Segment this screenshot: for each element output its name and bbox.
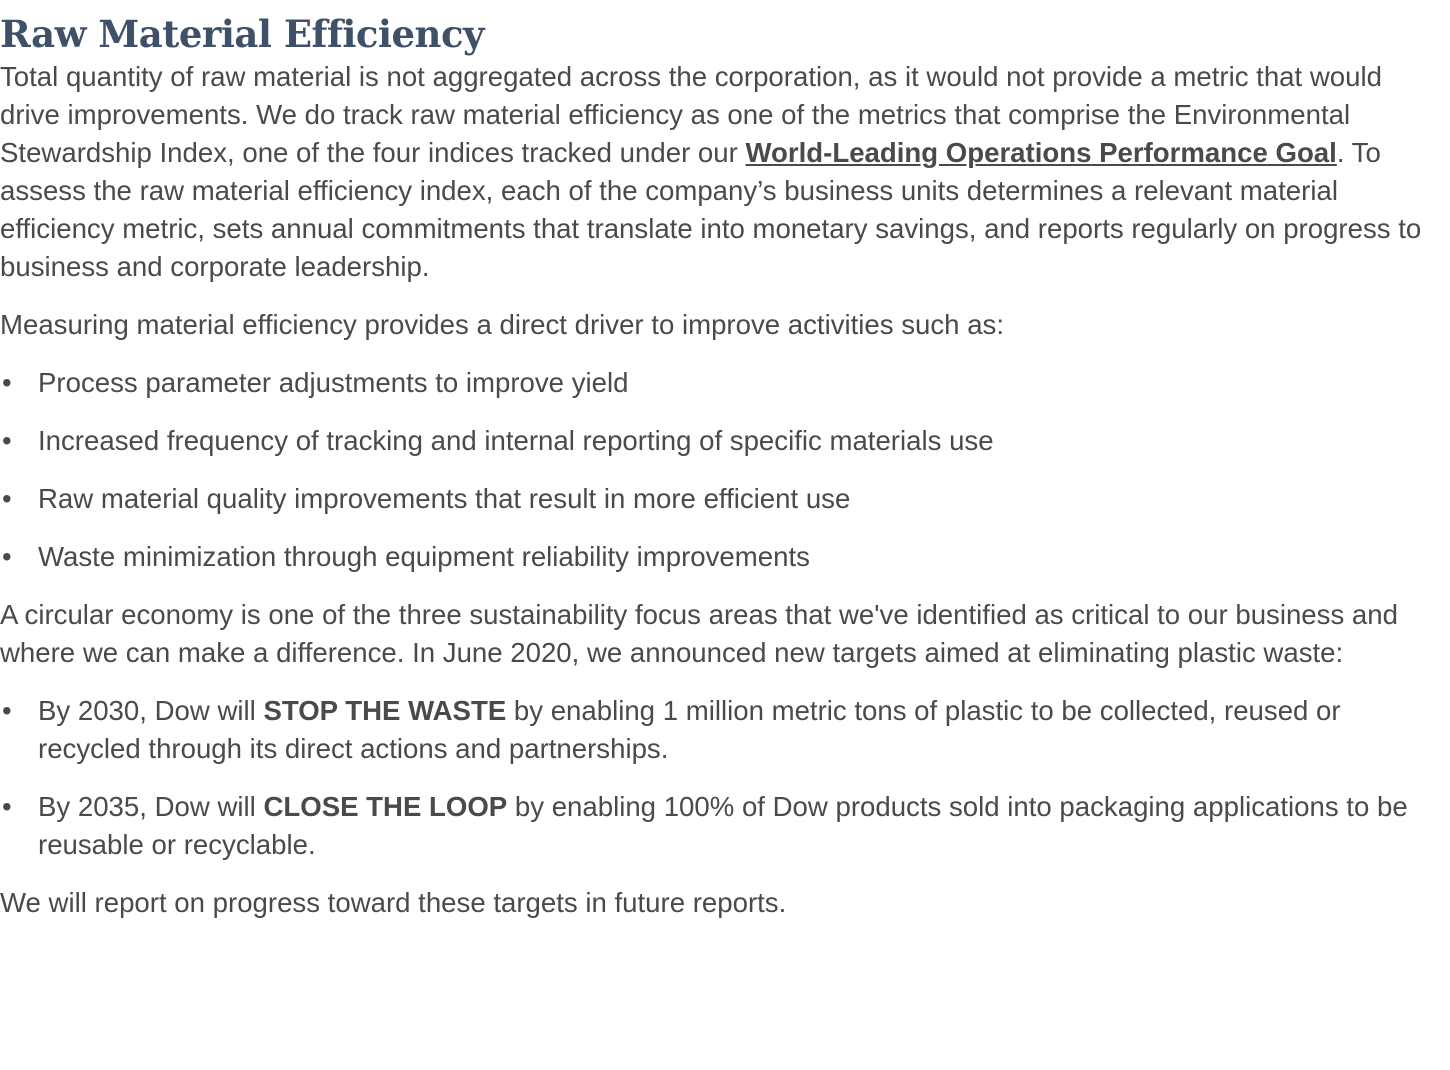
list-item-text: Increased frequency of tracking and internal reporting of specific materials use bbox=[38, 425, 994, 456]
bullet-icon: • bbox=[2, 541, 12, 572]
target-emphasis: STOP THE WASTE bbox=[263, 695, 507, 726]
bullet-icon: • bbox=[2, 483, 12, 514]
target-text-cont: by enabling 1 million metric tons of plastic to be collected, reused or recycled through its direct actions and partnerships. bbox=[38, 695, 1341, 764]
target-text: By 2030, Dow will bbox=[38, 695, 264, 726]
activities-paragraph: Measuring material efficiency provides a direct driver to improve activities such as: bbox=[0, 309, 1005, 340]
intro-paragraph bbox=[0, 58, 1442, 286]
bullet-icon: • bbox=[2, 367, 12, 398]
list-item bbox=[0, 422, 1442, 460]
list-item bbox=[0, 538, 1442, 576]
list-item bbox=[0, 692, 1442, 768]
targets-list bbox=[0, 692, 1442, 864]
bullet-icon: • bbox=[2, 791, 12, 822]
list-item bbox=[0, 480, 1442, 518]
target-emphasis: CLOSE THE LOOP bbox=[263, 791, 508, 822]
list-item-text: Waste minimization through equipment reliability improvements bbox=[38, 541, 810, 572]
intro-text-cont: . To assess the raw material efficiency index, each of the company’s business units determines a relevant material efficiency metric, sets annual commitments that translate into monetary savings, and reports regularly on progress to business and corporate leadership. bbox=[0, 137, 1422, 282]
list-item bbox=[0, 364, 1442, 402]
bullet-icon: • bbox=[2, 425, 12, 456]
intro-text: Total quantity of raw material is not aggregated across the corporation, as it would not provide a metric that would drive improvements. We do track raw material efficiency as one of the metrics that comprise the Environmental Stewardship Index, one of the four indices tracked under our bbox=[0, 61, 1382, 168]
page-title: Raw Material Efficiency bbox=[0, 12, 484, 56]
closing-paragraph: We will report on progress toward these targets in future reports. bbox=[0, 887, 787, 918]
list-item-text: Process parameter adjustments to improve yield bbox=[38, 367, 629, 398]
bullet-icon: • bbox=[2, 695, 12, 726]
circular-economy-paragraph: A circular economy is one of the three sustainability focus areas that we've identified as critical to our business and where we can make a difference. In June 2020, we announced new targets aimed at eliminating plastic waste: bbox=[0, 599, 1398, 668]
operations-goal-link[interactable]: World-Leading Operations Performance Goal bbox=[745, 137, 1337, 168]
target-text-cont: by enabling 100% of Dow products sold into packaging applications to be reusable or recyclable. bbox=[38, 791, 1408, 860]
list-item-text: Raw material quality improvements that result in more efficient use bbox=[38, 483, 851, 514]
target-text: By 2035, Dow will bbox=[38, 791, 264, 822]
activities-list bbox=[0, 364, 1442, 576]
list-item bbox=[0, 788, 1442, 864]
